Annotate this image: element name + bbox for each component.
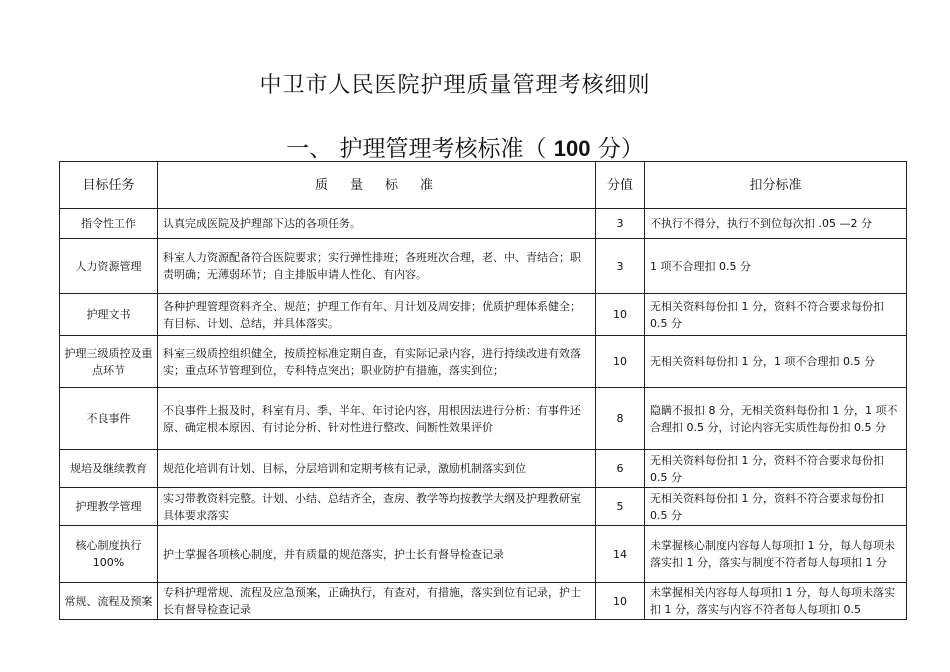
row-score: 5 [596, 488, 645, 526]
row-deduction: 无相关资料每份扣 1 分，资料不符合要求每份扣 0.5 分 [645, 294, 907, 336]
row-deduction: 隐瞒不报扣 8 分，无相关资料每份扣 1 分，1 项不合理扣 0.5 分，讨论内容无实质性每份扣 0.5 分 [645, 388, 907, 450]
table-header-row [60, 162, 907, 209]
row-task: 护理三级质控及重点环节 [60, 336, 158, 388]
header-deduction: 扣分标准 [645, 162, 907, 209]
row-standard: 专科护理常规、流程及应急预案，正确执行，有查对，有措施，落实到位有记录，护士长有督导检查记录 [158, 583, 596, 620]
row-task: 核心制度执行100% [60, 526, 158, 583]
row-standard: 实习带教资料完整。计划、小结、总结齐全，查房、教学等均按教学大纲及护理教研室具体要求落实 [158, 488, 596, 526]
row-task: 不良事件 [60, 388, 158, 450]
section-total-points: 100 [553, 136, 591, 161]
table-row [60, 388, 907, 450]
row-deduction: 无相关资料每份扣 1 分，资料不符合要求每份扣 0.5 分 [645, 450, 907, 488]
row-task: 规培及继续教育 [60, 450, 158, 488]
row-score: 6 [596, 450, 645, 488]
row-deduction: 无相关资料每份扣 1 分，1 项不合理扣 0.5 分 [645, 336, 907, 388]
section-title-suffix: 分） [597, 136, 644, 162]
table-row [60, 450, 907, 488]
row-score: 10 [596, 583, 645, 620]
table-row [60, 209, 907, 239]
row-standard: 规范化培训有计划、目标，分层培训和定期考核有记录，激励机制落实到位 [158, 450, 596, 488]
row-score: 10 [596, 336, 645, 388]
row-deduction: 未掌握相关内容每人每项扣 1 分，每人每项未落实扣 1 分，落实与内容不符者每人每项扣 0.5 [645, 583, 907, 620]
row-score: 10 [596, 294, 645, 336]
table-row [60, 336, 907, 388]
row-deduction: 1 项不合理扣 0.5 分 [645, 239, 907, 294]
row-task: 指令性工作 [60, 209, 158, 239]
table-row [60, 526, 907, 583]
row-task: 常规、流程及预案 [60, 583, 158, 620]
document-title: 中卫市人民医院护理质量管理考核细则 [259, 73, 651, 98]
header-standard: 质量标准 [158, 162, 596, 209]
row-score: 14 [596, 526, 645, 583]
row-deduction: 无相关资料每份扣 1 分，资料不符合要求每份扣 0.5 分 [645, 488, 907, 526]
table-row [60, 488, 907, 526]
row-standard: 护士掌握各项核心制度，并有质量的规范落实，护士长有督导检查记录 [158, 526, 596, 583]
row-standard: 认真完成医院及护理部下达的各项任务。 [158, 209, 596, 239]
row-score: 3 [596, 209, 645, 239]
row-task: 护理文书 [60, 294, 158, 336]
row-task: 护理教学管理 [60, 488, 158, 526]
row-deduction: 未掌握核心制度内容每人每项扣 1 分，每人每项未落实扣 1 分，落实与制度不符者每人每项扣 1 分 [645, 526, 907, 583]
row-standard: 科室三级质控组织健全，按质控标准定期自查，有实际记录内容，进行持续改进有效落实；重点环节管理到位，专科特点突出；职业防护有措施，落实到位； [158, 336, 596, 388]
row-standard: 科室人力资源配备符合医院要求；实行弹性排班；各班班次合理，老、中、青结合；职责明确；无薄弱环节；自主排版申请人性化、有内容。 [158, 239, 596, 294]
row-deduction: 不执行不得分，执行不到位每次扣 .05 —2 分 [645, 209, 907, 239]
table-row [60, 294, 907, 336]
row-standard: 各种护理管理资料齐全、规范；护理工作有年、月计划及周安排；优质护理体系健全；有目标、计划、总结，并具体落实。 [158, 294, 596, 336]
header-score: 分值 [596, 162, 645, 209]
header-task: 目标任务 [60, 162, 158, 209]
row-score: 8 [596, 388, 645, 450]
assessment-table [59, 161, 907, 620]
row-score: 3 [596, 239, 645, 294]
table-row [60, 239, 907, 294]
row-task: 人力资源管理 [60, 239, 158, 294]
row-standard: 不良事件上报及时，科室有月、季、半年、年讨论内容，用根因法进行分析：有事件还原、确定根本原因、有讨论分析、针对性进行整改、间断性效果评价 [158, 388, 596, 450]
table-row [60, 583, 907, 620]
section-title-prefix: 一、 护理管理考核标准（ [286, 136, 547, 162]
section-title [0, 130, 950, 163]
